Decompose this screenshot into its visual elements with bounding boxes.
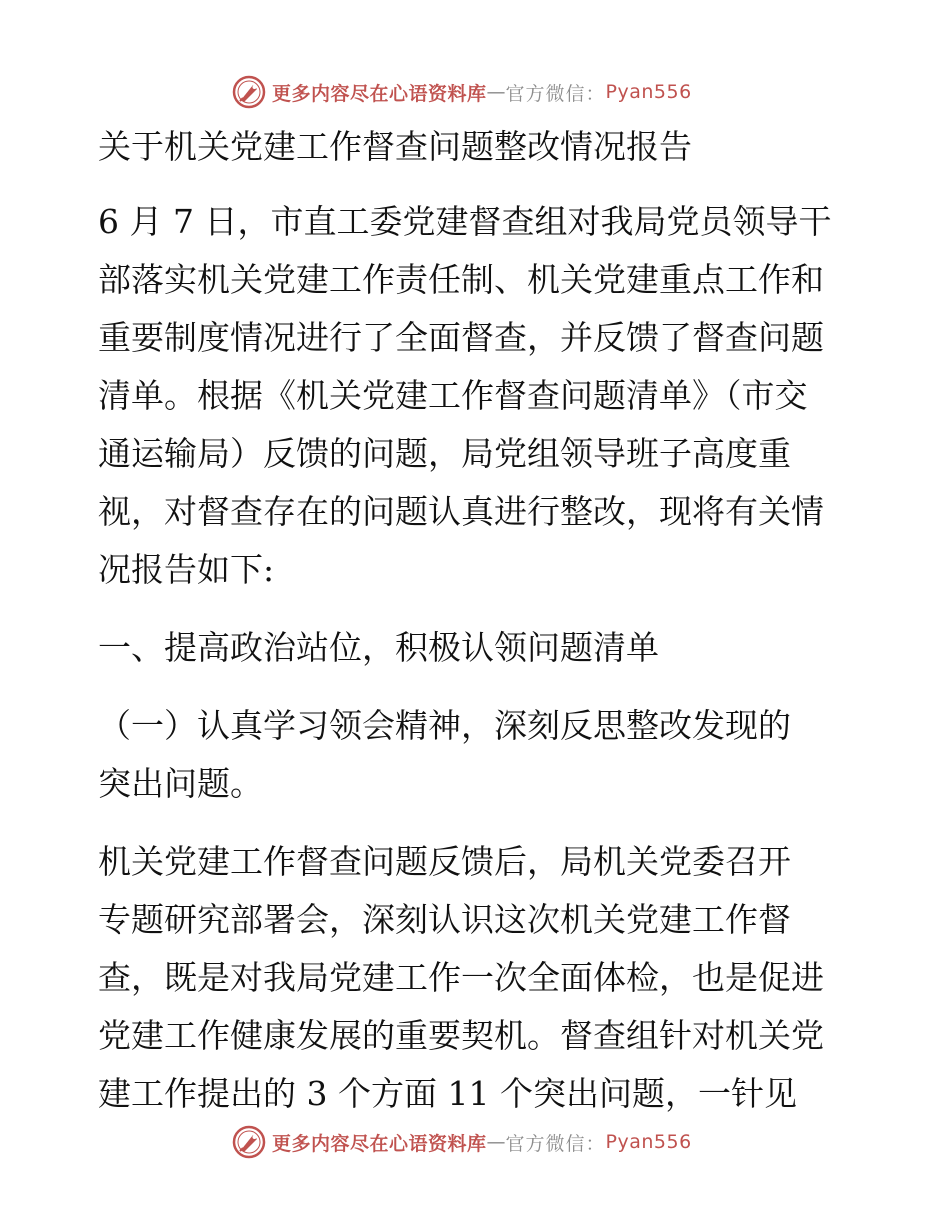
subsection-heading — [98, 697, 858, 813]
text-line: 机关党建工作督查问题反馈后，局机关党委召开 — [98, 842, 791, 881]
watermark-wechat-label: 官方微信： — [505, 1132, 606, 1155]
text-line: 突出问题。 — [98, 764, 263, 803]
watermark-wechat-id: Pyan556 — [605, 1131, 692, 1153]
text-line: 专题研究部署会，深刻认识这次机关党建工作督 — [98, 900, 791, 939]
footer-watermark — [232, 1122, 692, 1162]
document-title: 关于机关党建工作督查问题整改情况报告 — [98, 127, 692, 166]
text-line: （一）认真学习领会精神，深刻反思整改发现的 — [98, 706, 791, 745]
watermark-main-text: 更多内容尽在心语资料库 — [272, 82, 487, 105]
text-line: 6 月 7 日，市直工委党建督查组对我局党员领导干 — [98, 202, 832, 241]
watermark-wechat-id: Pyan556 — [605, 81, 692, 103]
text-line: 重要制度情况进行了全面督查，并反馈了督查问题 — [98, 318, 824, 357]
text-line: 清单。根据《机关党建工作督查问题清单》（市交 — [98, 376, 808, 415]
text-line: 党建工作健康发展的重要契机。督查组针对机关党 — [98, 1016, 824, 1055]
text-line: 通运输局）反馈的问题，局党组领导班子高度重 — [98, 434, 791, 473]
watermark-main-text: 更多内容尽在心语资料库 — [272, 1132, 487, 1155]
watermark-dash: — — [486, 1131, 506, 1153]
watermark-wechat-label: 官方微信： — [505, 82, 606, 105]
text-line: 查，既是对我局党建工作一次全面体检，也是促进 — [98, 958, 824, 997]
header-watermark — [232, 72, 692, 112]
text-line: 视，对督查存在的问题认真进行整改，现将有关情 — [98, 492, 824, 531]
text-line: 况报告如下: — [98, 550, 275, 589]
text-line: 建工作提出的 3 个方面 11 个突出问题，一针见 — [98, 1074, 797, 1113]
body-paragraph — [98, 833, 858, 1123]
text-line: 部落实机关党建工作责任制、机关党建重点工作和 — [98, 260, 824, 299]
document-body — [98, 118, 858, 1123]
section-heading: 一、提高政治站位，积极认领问题清单 — [98, 628, 659, 667]
watermark-dash: — — [486, 81, 506, 103]
pen-nib-icon — [232, 75, 266, 109]
intro-paragraph — [98, 193, 858, 599]
pen-nib-icon — [232, 1125, 266, 1159]
